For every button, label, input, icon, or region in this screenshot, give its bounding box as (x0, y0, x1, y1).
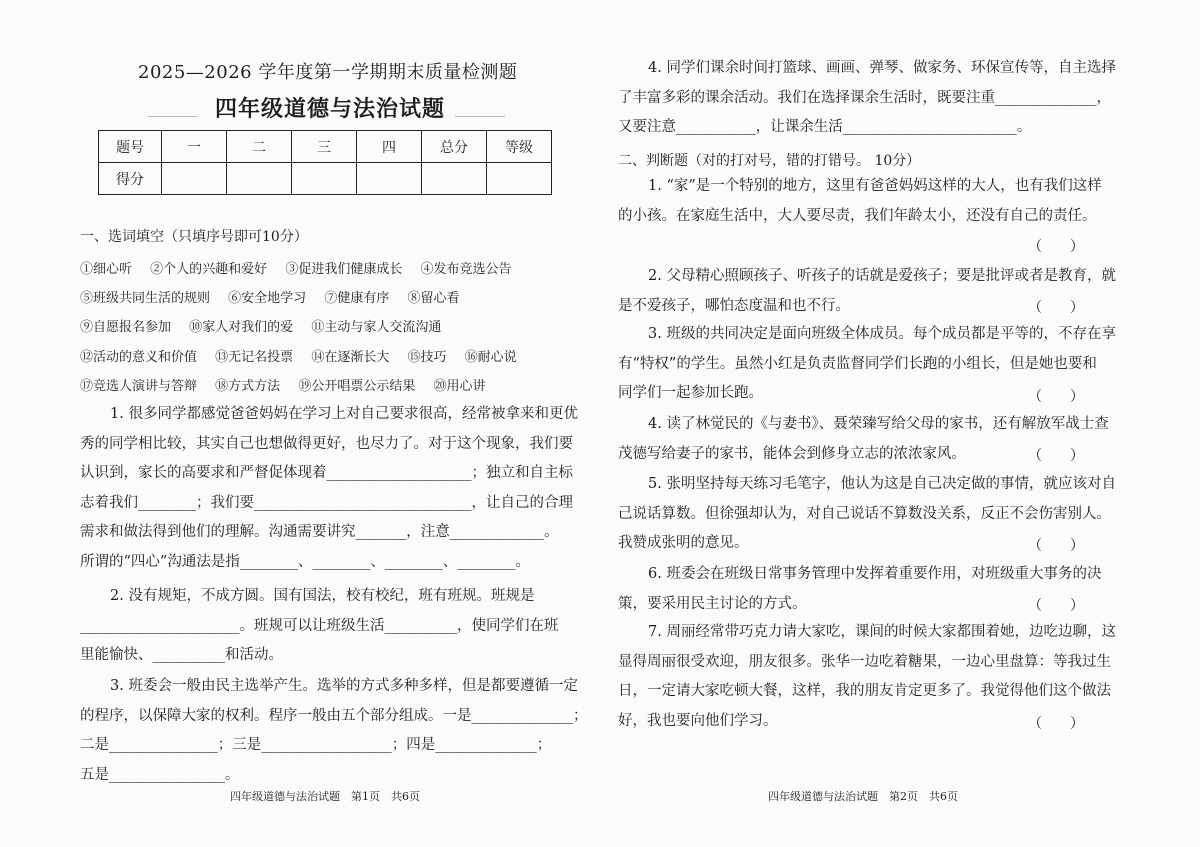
options-row-3 (80, 316, 441, 335)
judge-item-1 (618, 172, 1158, 231)
question-line: 4. 读了林觉民的《与妻书》、聂荣臻写给父母的家书，还有解放军战士查 (648, 416, 1109, 432)
score-table-score-row (99, 163, 552, 195)
question-line: 4. 同学们课余时间打篮球、画画、弹琴、做家务、环保宣传等，自主选择 (648, 60, 1116, 76)
score-cell[interactable] (292, 163, 357, 195)
question-line: 秀的同学相比较，其实自己也想做得更好，也尽力了。对于这个现象，我们要 (80, 435, 573, 452)
question-line: 日，一定请大家吃顿大餐，这样，我的朋友肯定更多了。我觉得他们这个做法 (618, 683, 1111, 699)
question-line: 3. 班级的共同决定是面向班级全体成员。每个成员都是平等的，不存在享 (648, 326, 1116, 342)
option-item: ⑫活动的意义和价值 (80, 350, 198, 365)
question-2 (80, 582, 580, 671)
question-line: 又要注意___________，让课余生活________________________。 (618, 119, 1032, 135)
score-header-cell: 一 (162, 131, 227, 163)
answer-parentheses[interactable]: （ ） (1028, 239, 1084, 255)
question-line: 同学们一起参加长跑。 (618, 385, 763, 401)
question-line: 里能愉快、__________和活动。 (80, 647, 283, 663)
question-line: 二是_______________；三是__________________；四是______________； (80, 737, 552, 753)
option-item: ⑰竞选人演讲与答辩 (80, 379, 198, 394)
question-line: 显得周丽很受欢迎，朋友很多。张华一边吃着糖果，一边心里盘算：等我过生 (618, 653, 1111, 670)
question-4 (618, 54, 1158, 143)
option-item: ⑯耐心说 (464, 350, 517, 365)
question-line: 的小孩。在家庭生活中，大人要尽责，我们年龄太小，还没有自己的责任。 (618, 207, 1097, 224)
question-line: 需求和做法得到他们的理解。沟通需要讲究_______，注意_____________。 (80, 524, 559, 540)
option-item: ⑬无记名投票 (215, 350, 294, 365)
page-footer: 四年级道德与法治试题 第2页 共6页 (768, 790, 958, 803)
options-row-1 (80, 258, 511, 277)
question-line: 五是________________。 (80, 766, 240, 783)
section1-heading: 一、选词填空（只填序号即可10分） (80, 229, 308, 245)
answer-parentheses[interactable]: （ ） (1028, 716, 1084, 732)
question-line: 3. 班委会一般由民主选举产生。选举的方式多种多样，但是都要遵循一定 (110, 678, 578, 694)
answer-parentheses[interactable]: （ ） (1028, 448, 1084, 464)
option-item: ⑲公开唱票公示结果 (298, 379, 416, 394)
question-line: 有“特权”的学生。虽然小红是负责监督同学们长跑的小组长，但是她也要和 (618, 355, 1097, 372)
question-line: 己说话算数。但徐强却认为，对自己说话不算数没关系，反正不会伤害别人。 (618, 505, 1111, 522)
question-line: 策，要采用民主讨论的方式。 (618, 595, 807, 612)
question-line: 志着我们________；我们要______________________________，让自己的合理 (80, 494, 573, 511)
option-item: ⑦健康有序 (324, 291, 390, 306)
question-line: 6. 班委会在班级日常事务管理中发挥着重要作用，对班级重大事务的决 (648, 566, 1102, 582)
option-item: ⑩家人对我们的爱 (189, 320, 294, 335)
answer-parentheses[interactable]: （ ） (1028, 300, 1084, 316)
score-cell[interactable] (357, 163, 422, 195)
question-line: 的程序，以保障大家的权利。程序一般由五个部分组成。一是______________； (80, 707, 588, 724)
score-header-cell: 等级 (487, 131, 552, 163)
option-item: ⑨自愿报名参加 (80, 320, 172, 335)
option-item: ⑥安全地学习 (228, 291, 307, 306)
right-page (600, 0, 1200, 847)
score-row-label: 得分 (99, 163, 162, 195)
score-header-cell: 二 (227, 131, 292, 163)
question-line: 2. 父母精心照顾孩子、听孩子的话就是爱孩子；要是批评或者是教育，就 (648, 268, 1116, 284)
question-line: 是不爱孩子，哪怕态度温和也不行。 (618, 297, 850, 314)
exam-title: 2025—2026 学年度第一学期期末质量检测题 (138, 62, 518, 83)
option-item: ⑭在逐渐长大 (311, 350, 390, 365)
question-1 (80, 400, 580, 577)
title-decoration-left (148, 116, 198, 117)
option-item: ①细心听 (80, 262, 133, 277)
score-cell[interactable] (227, 163, 292, 195)
option-item: ⑳用心讲 (433, 379, 486, 394)
score-table (98, 130, 552, 195)
question-line: 我赞成张明的意见。 (618, 535, 749, 551)
section2-heading: 二、判断题（对的打对号，错的打错号。 10分） (618, 153, 921, 169)
title-decoration-right (455, 116, 505, 117)
score-header-cell: 题号 (99, 131, 162, 163)
option-item: ⑪主动与家人交流沟通 (311, 320, 442, 335)
score-table-header-row (99, 131, 552, 163)
answer-parentheses[interactable]: （ ） (1028, 598, 1084, 614)
question-line: 2. 没有规矩，不成方圆。国有国法，校有校纪，班有班规。班规是 (110, 588, 535, 604)
score-header-cell: 总分 (422, 131, 487, 163)
question-line: ______________________。班规可以让班级生活__________，使同学们在班 (80, 617, 559, 634)
score-cell[interactable] (487, 163, 552, 195)
option-item: ⑱方式方法 (215, 379, 281, 394)
question-line: 所谓的“四心”沟通法是指________、________、________、________。 (80, 553, 530, 570)
options-row-2 (80, 287, 459, 306)
options-row-5 (80, 375, 485, 394)
option-item: ④发布竞选公告 (420, 262, 512, 277)
page-footer: 四年级道德与法治试题 第1页 共6页 (230, 790, 420, 803)
score-header-cell: 三 (292, 131, 357, 163)
option-item: ②个人的兴趣和爱好 (150, 262, 268, 277)
score-header-cell: 四 (357, 131, 422, 163)
option-item: ③促进我们健康成长 (285, 262, 403, 277)
answer-parentheses[interactable]: （ ） (1028, 389, 1084, 405)
score-cell[interactable] (162, 163, 227, 195)
question-line: 了丰富多彩的课余活动。我们在选择课余生活时，既要注重______________， (618, 89, 1111, 106)
question-line: 5. 张明坚持每天练习毛笔字，他认为这是自己决定做的事情，就应该对自 (648, 476, 1116, 492)
option-item: ⑮技巧 (407, 350, 447, 365)
question-3 (80, 672, 588, 790)
question-line: 1. 很多同学都感觉爸爸妈妈在学习上对自己要求很高，经常被拿来和更优 (110, 406, 578, 422)
question-line: 1. “家”是一个特别的地方，这里有爸爸妈妈这样的大人，也有我们这样 (648, 178, 1102, 194)
option-item: ⑤班级共同生活的规则 (80, 291, 211, 306)
answer-parentheses[interactable]: （ ） (1028, 538, 1084, 554)
question-line: 认识到，家长的高要求和严督促体现着____________________；独立和自主标 (80, 465, 573, 481)
exam-subtitle: 四年级道德与法治试题 (215, 96, 446, 122)
question-line: 好，我也要向他们学习。 (618, 712, 778, 729)
options-row-4 (80, 346, 517, 365)
score-cell[interactable] (422, 163, 487, 195)
question-line: 茂德写给妻子的家书，能体会到修身立志的浓浓家风。 (618, 445, 966, 462)
option-item: ⑧留心看 (407, 291, 460, 306)
question-line: 7. 周丽经常带巧克力请大家吃，课间的时候大家都围着她，边吃边聊，这 (648, 624, 1116, 640)
